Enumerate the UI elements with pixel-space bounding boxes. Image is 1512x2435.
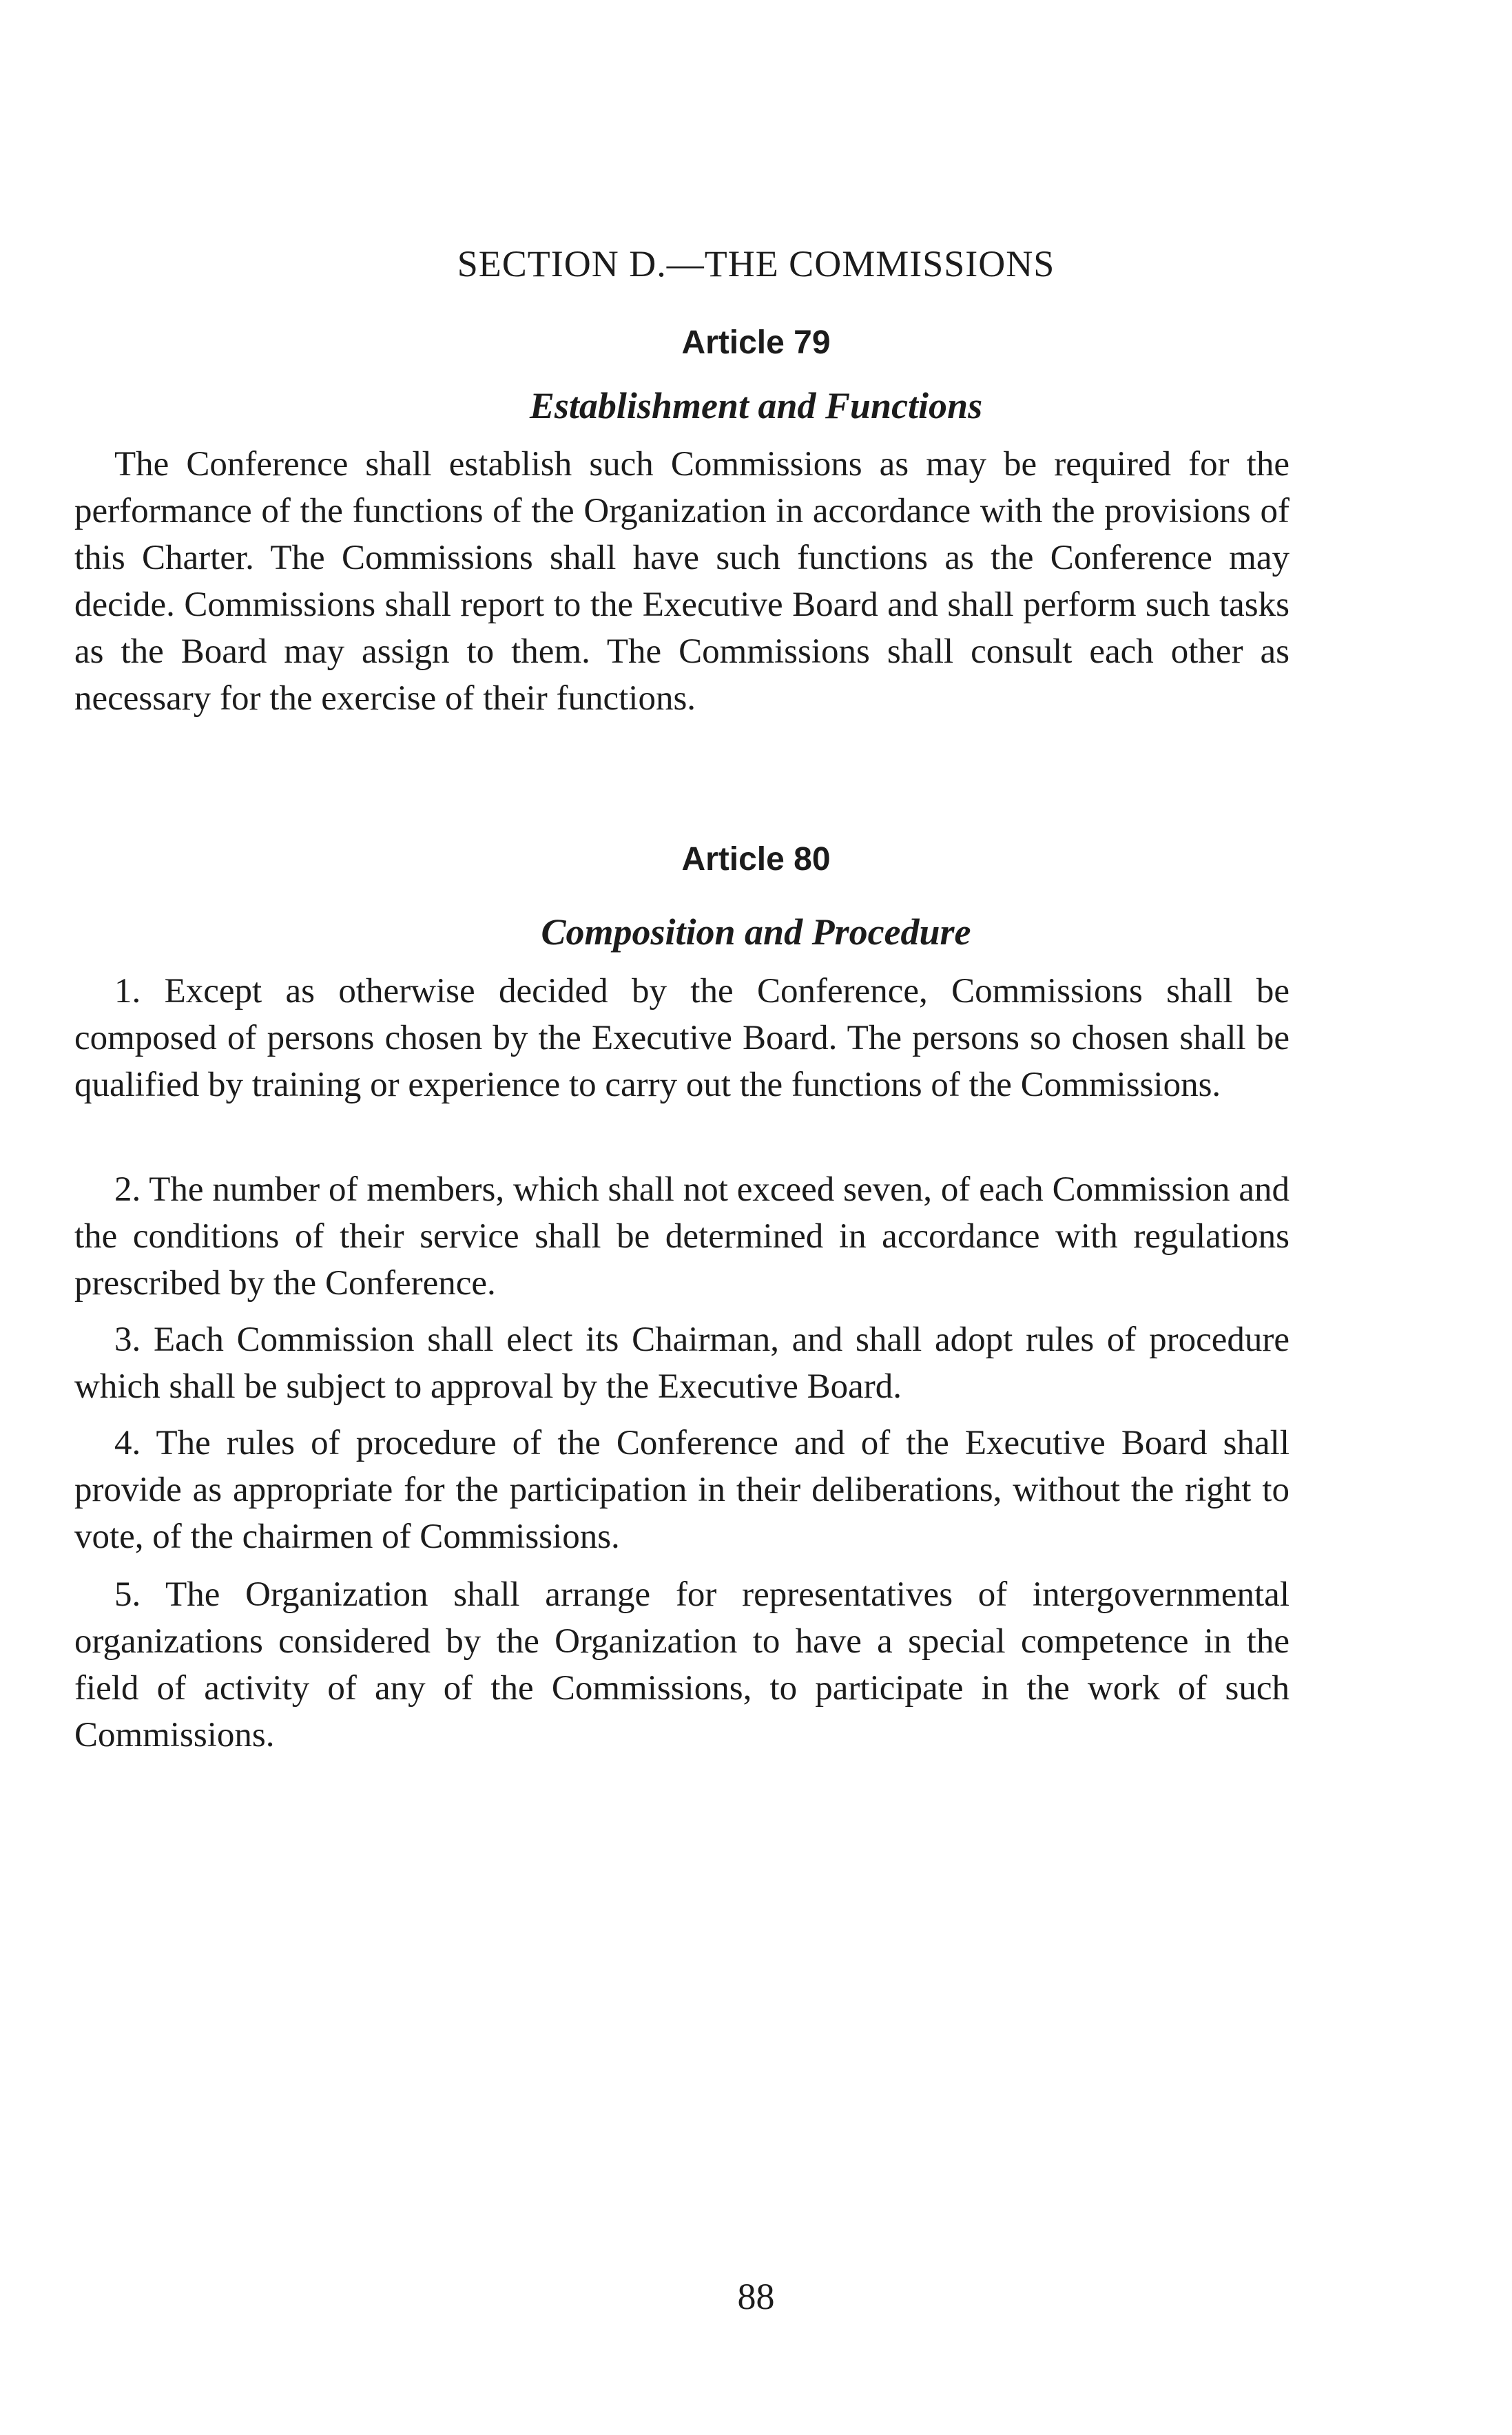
page-number: 88 bbox=[737, 2276, 775, 2317]
section-title: SECTION D.—THE COMMISSIONS bbox=[457, 243, 1055, 284]
article-80-clause-2: 2. The number of members, which shall not exceed seven, of each Commission and the conditions of their service shall be determined in accordance with regulations prescribed by the Conference. bbox=[74, 1170, 1290, 1303]
article-79-paragraph: The Conference shall establish such Commissions as may be required for the performance of the functions of the Organization in accordance with the provisions of this Charter. The Commissions shall have such functions as the Conference may decide. Commissions shall report to the Executive Board and shall perform such tasks as the Board may assign to them. The Commissions shall consult each other as necessary for the exercise of their functions. bbox=[74, 445, 1290, 718]
article-79-subtitle: Establishment and Functions bbox=[529, 385, 983, 426]
article-80-heading: Article 80 bbox=[681, 841, 831, 878]
article-79-heading: Article 79 bbox=[681, 324, 831, 361]
article-80-clause-4: 4. The rules of procedure of the Conference and of the Executive Board shall provide as appropriate for the participation in their deliberations, without the right to vote, of the chairmen of Commissions. bbox=[74, 1424, 1290, 1556]
article-80-clause-1: 1. Except as otherwise decided by the Conference, Commissions shall be composed of persons chosen by the Executive Board. The persons so chosen shall be qualified by training or experience to carry out the functions of the Commissions. bbox=[74, 972, 1290, 1104]
article-80-clause-5: 5. The Organization shall arrange for representatives of intergovernmental organizations considered by the Organization to have a special competence in the field of activity of any of the Commissions, to participate in the work of such Commissions. bbox=[74, 1575, 1290, 1754]
article-80-subtitle: Composition and Procedure bbox=[541, 911, 971, 953]
article-80-clause-3: 3. Each Commission shall elect its Chairman, and shall adopt rules of procedure which shall be subject to approval by the Executive Board. bbox=[74, 1320, 1290, 1406]
